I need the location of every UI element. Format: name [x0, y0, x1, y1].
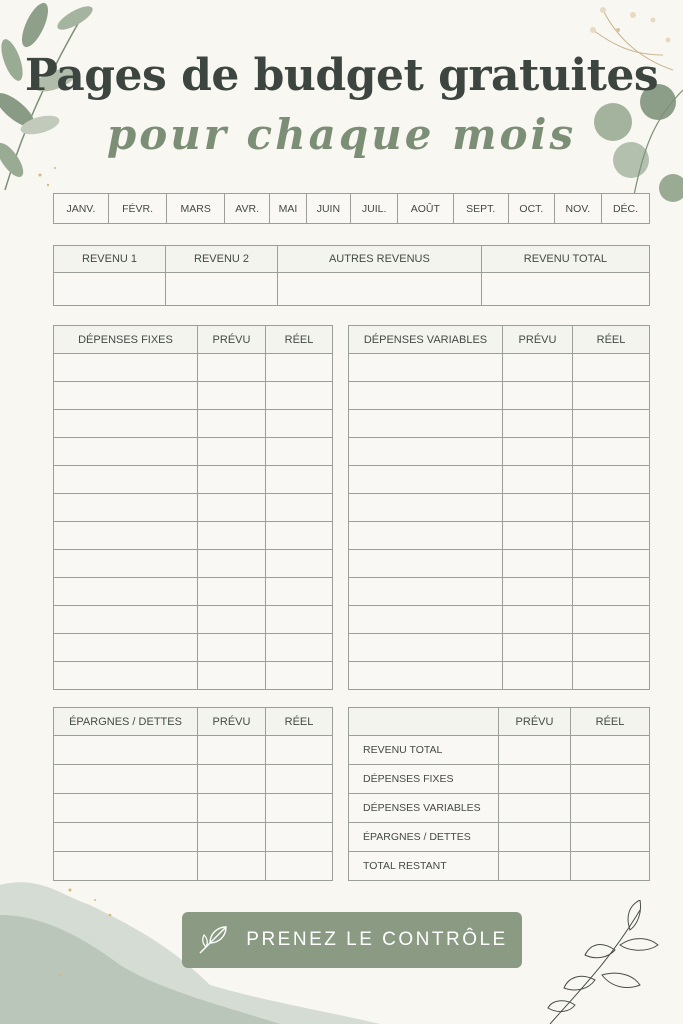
summary-label-total-income: REVENU TOTAL: [349, 736, 499, 765]
variable-expenses-header: DÉPENSES VARIABLES: [349, 326, 503, 354]
actual-input-cell[interactable]: [573, 410, 650, 438]
actual-input-cell[interactable]: [573, 634, 650, 662]
income-header: REVENU TOTAL: [481, 246, 649, 273]
label-input-cell[interactable]: [54, 606, 198, 634]
label-input-cell[interactable]: [349, 578, 503, 606]
table-row: [54, 736, 333, 765]
actual-header: RÉEL: [266, 708, 333, 736]
table-row: [54, 466, 333, 494]
savings-debts-header: ÉPARGNES / DETTES: [54, 708, 198, 736]
planned-input-cell[interactable]: [198, 382, 266, 410]
label-input-cell[interactable]: [54, 823, 198, 852]
planned-input-cell[interactable]: [198, 578, 266, 606]
actual-input-cell[interactable]: [573, 662, 650, 690]
table-row: [54, 794, 333, 823]
month-cell[interactable]: OCT.: [508, 194, 554, 224]
planned-input-cell[interactable]: [503, 634, 573, 662]
actual-input-cell[interactable]: [266, 410, 333, 438]
actual-input-cell[interactable]: [266, 662, 333, 690]
table-row: [349, 606, 650, 634]
table-row: [349, 410, 650, 438]
planned-input-cell[interactable]: [499, 794, 571, 823]
month-cell[interactable]: JANV.: [54, 194, 109, 224]
planned-input-cell[interactable]: [503, 382, 573, 410]
planned-input-cell[interactable]: [499, 823, 571, 852]
planned-input-cell[interactable]: [503, 438, 573, 466]
actual-input-cell[interactable]: [266, 634, 333, 662]
income-input-cell[interactable]: [278, 273, 482, 306]
table-row: [54, 578, 333, 606]
planned-input-cell[interactable]: [503, 354, 573, 382]
table-row: [349, 578, 650, 606]
actual-input-cell[interactable]: [266, 765, 333, 794]
actual-input-cell[interactable]: [266, 606, 333, 634]
table-row: [54, 522, 333, 550]
actual-header: RÉEL: [573, 326, 650, 354]
planned-input-cell[interactable]: [198, 606, 266, 634]
planned-input-cell[interactable]: [503, 494, 573, 522]
actual-input-cell[interactable]: [573, 522, 650, 550]
page-title: Pages de budget gratuites: [24, 50, 659, 101]
planned-input-cell[interactable]: [503, 606, 573, 634]
planned-input-cell[interactable]: [198, 438, 266, 466]
actual-input-cell[interactable]: [573, 494, 650, 522]
summary-blank-header: [349, 708, 499, 736]
planned-input-cell[interactable]: [198, 823, 266, 852]
planned-input-cell[interactable]: [198, 466, 266, 494]
planned-input-cell[interactable]: [503, 466, 573, 494]
label-input-cell[interactable]: [349, 466, 503, 494]
label-input-cell[interactable]: [349, 410, 503, 438]
actual-input-cell[interactable]: [573, 606, 650, 634]
take-control-button[interactable]: [182, 912, 522, 968]
summary-label-fixed-expenses: DÉPENSES FIXES: [349, 765, 499, 794]
income-header: REVENU 1: [54, 246, 166, 273]
table-row: [54, 606, 333, 634]
planned-input-cell[interactable]: [503, 578, 573, 606]
actual-header: RÉEL: [571, 708, 650, 736]
table-row: [54, 765, 333, 794]
actual-input-cell[interactable]: [266, 823, 333, 852]
variable-expenses-table: [348, 325, 650, 690]
table-row: [54, 823, 333, 852]
label-input-cell[interactable]: [54, 354, 198, 382]
label-input-cell[interactable]: [349, 438, 503, 466]
table-row: [54, 438, 333, 466]
planned-input-cell[interactable]: [503, 662, 573, 690]
summary-row: [349, 736, 650, 765]
actual-input-cell[interactable]: [573, 354, 650, 382]
planned-input-cell[interactable]: [198, 494, 266, 522]
actual-input-cell[interactable]: [571, 794, 650, 823]
label-input-cell[interactable]: [54, 578, 198, 606]
label-input-cell[interactable]: [349, 382, 503, 410]
summary-label-variable-expenses: DÉPENSES VARIABLES: [349, 794, 499, 823]
month-cell[interactable]: NOV.: [554, 194, 601, 224]
leaf-sketch-bottom-right-decoration: [530, 900, 683, 1024]
table-row: [54, 382, 333, 410]
table-row: [54, 410, 333, 438]
planned-input-cell[interactable]: [198, 765, 266, 794]
planned-input-cell[interactable]: [499, 765, 571, 794]
label-input-cell[interactable]: [54, 794, 198, 823]
planned-input-cell[interactable]: [198, 522, 266, 550]
label-input-cell[interactable]: [349, 354, 503, 382]
label-input-cell[interactable]: [54, 634, 198, 662]
planned-header: PRÉVU: [503, 326, 573, 354]
month-cell[interactable]: AOÛT: [398, 194, 453, 224]
label-input-cell[interactable]: [349, 550, 503, 578]
table-row: [349, 550, 650, 578]
income-header: AUTRES REVENUS: [278, 246, 482, 273]
summary-row: [349, 794, 650, 823]
income-input-cell[interactable]: [166, 273, 278, 306]
month-cell[interactable]: MARS: [167, 194, 225, 224]
actual-header: RÉEL: [266, 326, 333, 354]
month-cell[interactable]: JUIL.: [351, 194, 398, 224]
planned-input-cell[interactable]: [198, 410, 266, 438]
fixed-expenses-header: DÉPENSES FIXES: [54, 326, 198, 354]
planned-input-cell[interactable]: [499, 852, 571, 881]
month-selector: [53, 193, 650, 224]
income-input-cell[interactable]: [54, 273, 166, 306]
actual-input-cell[interactable]: [266, 794, 333, 823]
actual-input-cell[interactable]: [266, 354, 333, 382]
label-input-cell[interactable]: [54, 410, 198, 438]
summary-row: [349, 765, 650, 794]
label-input-cell[interactable]: [54, 522, 198, 550]
planned-header: PRÉVU: [198, 326, 266, 354]
income-header: REVENU 2: [166, 246, 278, 273]
planned-input-cell[interactable]: [198, 354, 266, 382]
table-row: [349, 662, 650, 690]
planned-input-cell[interactable]: [499, 736, 571, 765]
take-control-button-label: PRENEZ LE CONTRÔLE: [246, 929, 508, 950]
summary-table: [348, 707, 650, 881]
actual-input-cell[interactable]: [571, 765, 650, 794]
actual-input-cell[interactable]: [573, 466, 650, 494]
actual-input-cell[interactable]: [571, 852, 650, 881]
planned-input-cell[interactable]: [503, 410, 573, 438]
actual-input-cell[interactable]: [573, 382, 650, 410]
planned-input-cell[interactable]: [198, 736, 266, 765]
leaf-icon: [196, 923, 230, 957]
label-input-cell[interactable]: [349, 522, 503, 550]
summary-label-remaining-total: TOTAL RESTANT: [349, 852, 499, 881]
month-cell[interactable]: AVR.: [224, 194, 269, 224]
income-input-cell[interactable]: [481, 273, 649, 306]
fixed-expenses-table: [53, 325, 333, 690]
month-cell[interactable]: JUIN: [306, 194, 351, 224]
month-cell[interactable]: MAI: [270, 194, 306, 224]
label-input-cell[interactable]: [349, 606, 503, 634]
table-row: [54, 634, 333, 662]
label-input-cell[interactable]: [54, 765, 198, 794]
label-input-cell[interactable]: [54, 550, 198, 578]
label-input-cell[interactable]: [54, 438, 198, 466]
label-input-cell[interactable]: [54, 736, 198, 765]
table-row: [54, 662, 333, 690]
month-cell[interactable]: DÉC.: [602, 194, 650, 224]
actual-input-cell[interactable]: [571, 736, 650, 765]
label-input-cell[interactable]: [349, 662, 503, 690]
actual-input-cell[interactable]: [266, 736, 333, 765]
summary-row: [349, 852, 650, 881]
label-input-cell[interactable]: [54, 466, 198, 494]
label-input-cell[interactable]: [54, 494, 198, 522]
actual-input-cell[interactable]: [266, 522, 333, 550]
actual-input-cell[interactable]: [266, 578, 333, 606]
planned-input-cell[interactable]: [198, 794, 266, 823]
table-row: [349, 466, 650, 494]
table-row: [349, 522, 650, 550]
actual-input-cell[interactable]: [573, 550, 650, 578]
label-input-cell[interactable]: [54, 382, 198, 410]
summary-row: [349, 823, 650, 852]
table-row: [349, 382, 650, 410]
eucalyptus-branch-top-right-decoration: [573, 0, 683, 210]
table-row: [349, 354, 650, 382]
summary-label-savings-debts: ÉPARGNES / DETTES: [349, 823, 499, 852]
label-input-cell[interactable]: [349, 634, 503, 662]
planned-header: PRÉVU: [198, 708, 266, 736]
label-input-cell[interactable]: [349, 494, 503, 522]
planned-input-cell[interactable]: [198, 550, 266, 578]
actual-input-cell[interactable]: [573, 578, 650, 606]
table-row: [349, 634, 650, 662]
month-cell[interactable]: FÉVR.: [108, 194, 167, 224]
label-input-cell[interactable]: [54, 662, 198, 690]
table-row: [54, 494, 333, 522]
income-table: [53, 245, 650, 306]
planned-input-cell[interactable]: [503, 550, 573, 578]
actual-input-cell[interactable]: [266, 466, 333, 494]
table-row: [54, 354, 333, 382]
planned-header: PRÉVU: [499, 708, 571, 736]
actual-input-cell[interactable]: [266, 382, 333, 410]
table-row: [349, 494, 650, 522]
table-row: [349, 438, 650, 466]
actual-input-cell[interactable]: [266, 438, 333, 466]
savings-debts-table: [53, 707, 333, 881]
page-subtitle: pour chaque mois: [106, 110, 577, 159]
actual-input-cell[interactable]: [266, 550, 333, 578]
planned-input-cell[interactable]: [503, 522, 573, 550]
actual-input-cell[interactable]: [573, 438, 650, 466]
table-row: [54, 550, 333, 578]
planned-input-cell[interactable]: [198, 662, 266, 690]
planned-input-cell[interactable]: [198, 634, 266, 662]
actual-input-cell[interactable]: [266, 494, 333, 522]
month-cell[interactable]: SEPT.: [453, 194, 508, 224]
actual-input-cell[interactable]: [571, 823, 650, 852]
